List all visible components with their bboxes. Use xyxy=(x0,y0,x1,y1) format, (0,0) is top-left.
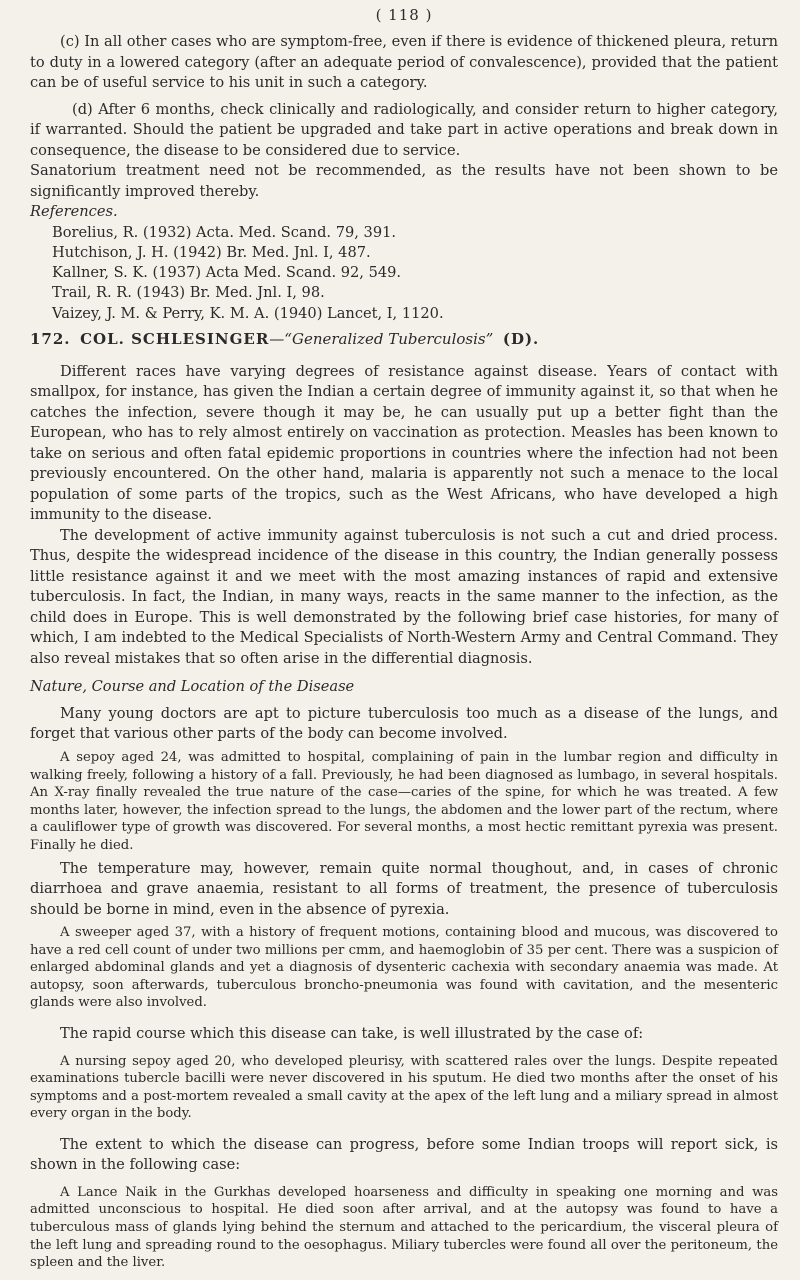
section-title: —“Generalized Tuberculosis” xyxy=(269,329,494,348)
reference-item: Borelius, R. (1932) Acta. Med. Scand. 79, 391. xyxy=(52,223,397,241)
references-list xyxy=(30,223,778,324)
section-author: COL. SCHLESINGER xyxy=(80,329,270,348)
section-number: 172. xyxy=(30,329,71,348)
section-suffix: (D). xyxy=(502,329,540,348)
paragraph-races: Different races have varying degrees of resistance against disease. Years of contact with smallpox, for instance, has given the Indian a certain degree of immunity against it, so that when he catches the infection, severe though it may be, he can usually put up a better fight than the European, who has to rely almost entirely on vaccination as protection. Measles has been known to take on serious and often fatal epidemic proportions in countries where the infection had not been previously encountered. On the other hand, malaria is apparently not such a menace to the local population of some parts of the tropics, such as the West Africans, who have developed a high immunity to the disease. xyxy=(30,362,778,524)
paragraph-development: The development of active immunity against tuberculosis is not such a cut and dried process. Thus, despite the widespread incidence of the disease in this country, the Indian generally possess little resistance against it and we meet with the most amazing instances of rapid and extensive tuberculosis. In fact, the Indian, in many ways, reacts in the same manner to the infection, as the child does in Europe. This is well demonstrated by the following brief case histories, for many of which, I am indebted to the Medical Specialists of North-Western Army and Central Command. They also reveal mistakes that so often arise in the differential diagnosis. xyxy=(30,526,778,667)
paragraph-c: (c) In all other cases who are symptom-free, even if there is evidence of thickened pleura, return to duty in a lowered category (after an adequate period of convalescence), provided that the patient can be of useful service to his unit in such a category. xyxy=(30,33,778,91)
paragraph-young-doctors: Many young doctors are apt to picture tuberculosis too much as a disease of the lungs, and forget that various other parts of the body can become involved. xyxy=(30,704,778,743)
paragraph-temperature: The temperature may, however, remain quite normal thoughout, and, in cases of chronic diarrhoea and grave anaemia, resistant to all forms of treatment, the presence of tuberculosis should be borne in mind, even in the absence of pyrexia. xyxy=(30,859,778,918)
case-sepoy: A sepoy aged 24, was admitted to hospital, complaining of pain in the lumbar region and difficulty in walking freely, following a history of a fall. Previously, he had been diagnosed as lumbago, in several hospitals. An X-ray finally revealed the true nature of the case—caries of the spine, for which he was treated. A few months later, however, the infection spread to the lungs, the abdomen and the lower part of the rectum, where a cauliflower type of growth was discovered. For several months, a most hectic remittant pyrexia was present. Finally he died. xyxy=(30,749,778,853)
references-heading: References. xyxy=(30,203,118,220)
section-heading xyxy=(30,328,778,350)
case-sweeper: A sweeper aged 37, with a history of frequent motions, containing blood and mucous, was discovered to have a red cell count of under two millions per cmm, and haemoglobin of 35 per cent. There was a suspicion of enlarged abdominal glands and yet a diagnosis of dysenteric cachexia with secondary anaemia was made. At autopsy, soon afterwards, tuberculous broncho-pneumonia was found with cavitation, and the mesenteric glands were also involved. xyxy=(30,925,778,1011)
page-number: ( 118 ) xyxy=(375,6,433,24)
paragraph-rapid-course: The rapid course which this disease can take, is well illustrated by the case of: xyxy=(60,1025,644,1043)
paragraph-sanatorium: Sanatorium treatment need not be recommended, as the results have not been shown to be significantly improved thereby. xyxy=(30,162,778,200)
case-lance-naik: A Lance Naik in the Gurkhas developed hoarseness and difficulty in speaking one morning and was admitted unconscious to hospital. He died soon after arrival, and at the autopsy was found to have a tuberculous mass of glands lying behind the sternum and attached to the pericardium, the visceral pleura of the left lung and spreading round to the oesophagus. Miliary tubercles were found all over the peritoneum, the spleen and the liver. xyxy=(30,1184,778,1271)
paragraph-d: (d) After 6 months, check clinically and radiologically, and consider return to higher category, if warranted. Should the patient be upgraded and take part in active operations and break down in consequence, the disease to be considered due to service. xyxy=(30,100,778,159)
reference-item: Trail, R. R. (1943) Br. Med. Jnl. I, 98. xyxy=(52,284,325,302)
reference-item: Hutchison, J. H. (1942) Br. Med. Jnl. I, 487. xyxy=(52,243,371,261)
reference-item: Kallner, S. K. (1937) Acta Med. Scand. 92, 549. xyxy=(52,264,402,282)
reference-item: Vaizey, J. M. & Perry, K. M. A. (1940) Lancet, I, 1120. xyxy=(52,304,444,322)
subheading: Nature, Course and Location of the Disease xyxy=(30,678,355,696)
paragraph-extent: The extent to which the disease can progress, before some Indian troops will report sick, is shown in the following case: xyxy=(30,1135,778,1174)
case-nursing-sepoy: A nursing sepoy aged 20, who developed pleurisy, with scattered rales over the lungs. Despite repeated examinations tubercle bacilli were never discovered in his sputum. He died two months after the onset of his symptoms and a post-mortem revealed a small cavity at the apex of the left lung and a miliary spread in almost every organ in the body. xyxy=(30,1053,778,1122)
